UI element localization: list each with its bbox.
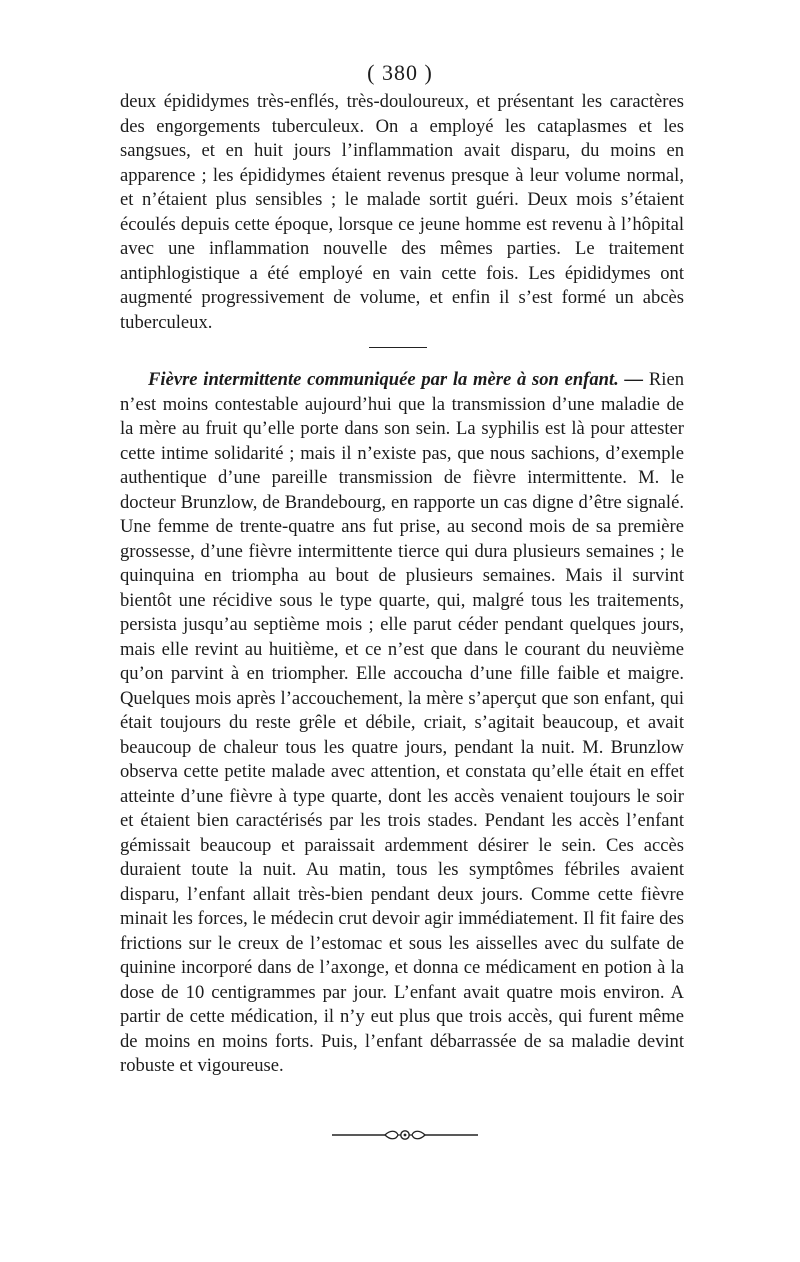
end-ornament (330, 1127, 480, 1143)
article-body: Rien n’est moins contestable aujourd’hui que la transmission d’une maladie de la mère au fruit qu’elle porte dans son sein. La syphilis est là pour attester cette intime solidarité ; mais il n’existe pas, que nous sachions, d’exemple authentique d’une pareille transmission de fièvre intermittente. M. le docteur Brunzlow, de Brandebourg, en rapporte un cas digne d’être signalé. Une femme de trente-quatre ans fut prise, au second mois de sa première grossesse, d’une fièvre intermittente tierce qui dura plusieurs semaines ; le quinquina en triompha au bout de plusieurs semaines. Mais il survint bientôt une récidive sous le type quarte, qui, malgré tous les traitements, persista jusqu’au septième mois ; elle parut céder pendant quelques jours, mais elle revint au huitième, et ce n’est que dans le courant du neuvième qu’on parvint à en triompher. Elle accoucha d’une fille faible et maigre. Quelques mois après l’accouchement, la mère s’aperçut que son enfant, qui était toujours du reste grêle et débile, criait, s’agitait beaucoup, et avait beaucoup de chaleur tous les quatre jours, pendant la nuit. M. Brunzlow observa cette petite malade avec attention, et constata qu’elle était en effet atteinte d’une fièvre à type quarte, dont les accès venaient toujours le soir et étaient bien caractérisés par les trois stades. Pendant les accès l’enfant gémissait beaucoup et paraissait ardemment désirer le sein. Ces accès duraient toute la nuit. Au matin, tous les symptômes fébriles avaient disparu, l’enfant allait très-bien pendant deux jours. Comme cette fièvre minait les forces, le médecin crut devoir agir immédiatement. Il fit faire des frictions sur le creux de l’estomac et sous les aisselles avec du sulfate de quinine incorporé dans de l’axonge, et donna ce médicament en potion à la dose de 10 centigrammes par jour. L’enfant avait quatre mois environ. A partir de cette médication, il n’y eut plus que trois accès, qui furent même de moins en moins forts. Puis, l’enfant débarrassée de sa maladie devint robuste et vigoureuse. (120, 369, 685, 1076)
article-title: Fièvre intermittente communiquée par la mère à son enfant. — (148, 369, 644, 390)
page-number: ( 380 ) (367, 60, 433, 85)
section-separator-rule (369, 347, 427, 348)
paragraph-fever-case (120, 368, 684, 1079)
paragraph-continued: deux épididymes très-enflés, très-douloureux, et présentant les caractères des engorgements tuberculeux. On a employé les cataplasmes et les sangsues, et en huit jours l’inflammation avait disparu, du moins en apparence ; les épididymes étaient revenus presque à leur volume normal, et n’étaient plus sensibles ; le malade sortit guéri. Deux mois s’étaient écoulés depuis cette époque, lorsque ce jeune homme est revenu à l’hôpital avec une inflammation nouvelle des mêmes parties. Le traitement antiphlogistique a été employé en vain cette fois. Les épididymes ont augmenté progressivement de volume, et enfin il s’est formé un abcès tuberculeux. (120, 91, 684, 333)
